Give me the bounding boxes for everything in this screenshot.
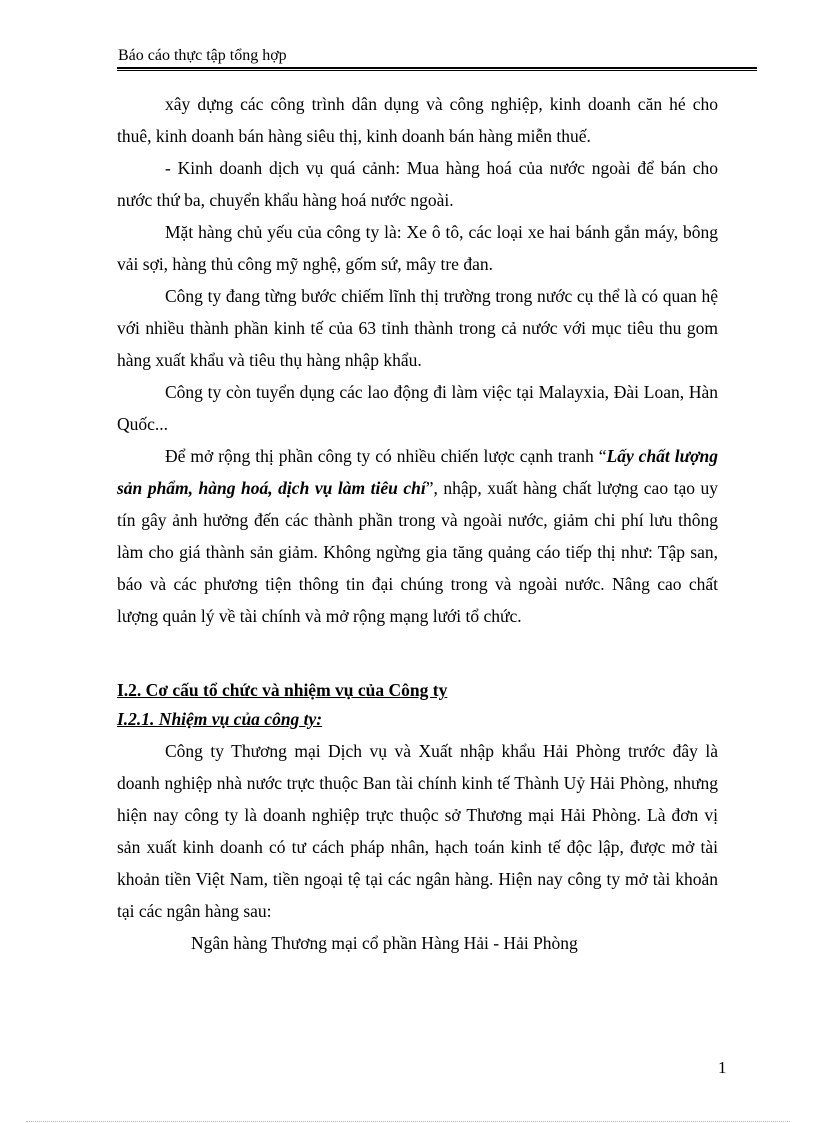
page-number: 1 bbox=[718, 1058, 727, 1077]
header-rule bbox=[117, 67, 757, 71]
paragraph-labor: Công ty còn tuyển dụng các lao động đi làm việc tại Malayxia, Đài Loan, Hàn Quốc... bbox=[117, 382, 718, 434]
page-bottom-border bbox=[26, 1121, 790, 1122]
page-header bbox=[117, 46, 757, 66]
strategy-text-post: ”, nhập, xuất hàng chất lượng cao tạo uy tín gây ảnh hưởng đến các thành phần trong và ngoài nước, giảm chi phí lưu thông làm cho giá thành sản giảm. Không ngừng gia tăng quảng cáo tiếp thị như: Tập san, báo và các phương tiện thông tin đại chúng trong và ngoài nước. Nâng cao chất lượng quản lý về tài chính và mở rộng mạng lưới tổ chức. bbox=[117, 478, 719, 626]
subsection-heading: I.2.1. Nhiệm vụ của công ty: bbox=[117, 709, 323, 729]
paragraph-market: Công ty đang từng bước chiếm lĩnh thị trường trong nước cụ thể là có quan hệ với nhiều thành phần kinh tế của 63 tỉnh thành trong cả nước với mục tiêu thu gom hàng xuất khẩu và tiêu thụ hàng nhập khẩu. bbox=[117, 286, 718, 370]
strategy-slogan: Lấy chất lượng sản phẩm, hàng hoá, dịch vụ làm tiêu chí bbox=[117, 446, 718, 498]
paragraph-company-duties: Công ty Thương mại Dịch vụ và Xuất nhập khẩu Hải Phòng trước đây là doanh nghiệp nhà nước trực thuộc Ban tài chính kinh tế Thành Uỷ Hải Phòng, nhưng hiện nay công ty là doanh nghiệp trực thuộc sở Thương mại Hải Phòng. Là đơn vị sản xuất kinh doanh có tư cách pháp nhân, hạch toán kinh tế độc lập, được mở tài khoản tiền Việt Nam, tiền ngoại tệ tại các ngân hàng. Hiện nay công ty mở tài khoản tại các ngân hàng sau: bbox=[117, 741, 718, 921]
document-body bbox=[117, 88, 718, 959]
section-heading: I.2. Cơ cấu tổ chức và nhiệm vụ của Công ty bbox=[117, 680, 448, 700]
paragraph-transit-trade: - Kinh doanh dịch vụ quá cảnh: Mua hàng hoá của nước ngoài để bán cho nước thứ ba, chuyển khẩu hàng hoá nước ngoài. bbox=[117, 158, 718, 210]
strategy-text-pre: Để mở rộng thị phần công ty có nhiều chiến lược cạnh tranh “ bbox=[165, 446, 607, 466]
bank-line: Ngân hàng Thương mại cổ phần Hàng Hải - Hải Phòng bbox=[191, 933, 578, 953]
paragraph-strategy bbox=[117, 440, 718, 632]
section-gap bbox=[117, 632, 718, 674]
paragraph-construction: xây dựng các công trình dân dụng và công nghiệp, kinh doanh căn hé cho thuê, kinh doanh bán hàng siêu thị, kinh doanh bán hàng miễn thuế. bbox=[117, 94, 718, 146]
header-title: Báo cáo thực tập tổng hợp bbox=[118, 47, 287, 64]
paragraph-main-products: Mặt hàng chủ yếu của công ty là: Xe ô tô, các loại xe hai bánh gắn máy, bông vải sợi, hàng thủ công mỹ nghệ, gốm sứ, mây tre đan. bbox=[117, 222, 718, 274]
